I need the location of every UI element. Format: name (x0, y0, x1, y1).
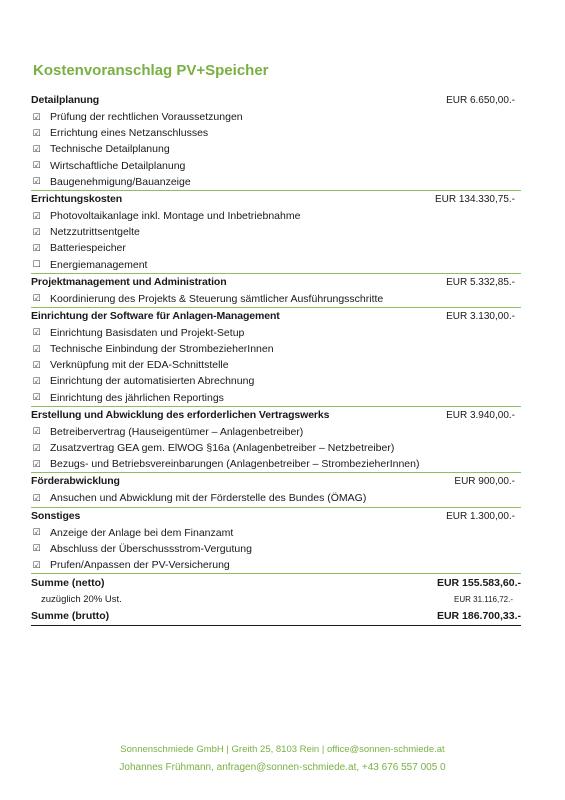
section-amount: EUR 134.330,75.- (434, 193, 515, 205)
checked-box-icon[interactable] (32, 244, 41, 253)
section-title: Errichtungskosten (31, 192, 123, 205)
checked-box-icon[interactable] (32, 561, 41, 570)
total-net-amount: EUR 155.583,60.- (436, 577, 521, 590)
checked-box-icon[interactable] (32, 427, 41, 436)
checked-box-icon[interactable] (32, 177, 41, 186)
line-item (31, 174, 521, 190)
line-item (31, 541, 521, 557)
line-item-label: Einrichtung Basisdaten und Projekt-Setup (50, 326, 245, 339)
section-amount: EUR 3.940,00.- (446, 409, 515, 421)
vat-label: zuzüglich 20% Ust. (41, 594, 122, 606)
total-gross-row (31, 608, 521, 626)
cost-section (31, 407, 521, 474)
line-item (31, 357, 521, 373)
line-item (31, 341, 521, 357)
cost-section (31, 191, 521, 274)
cost-section (31, 473, 521, 507)
total-net-label: Summe (netto) (31, 577, 105, 590)
line-item (31, 490, 521, 506)
line-item (31, 109, 521, 125)
line-item-label: Koordinierung des Projekts & Steuerung sämtlicher Ausführungsschritte (50, 292, 384, 305)
quote-document (31, 62, 521, 626)
checked-box-icon[interactable] (32, 145, 41, 154)
line-item (31, 158, 521, 174)
line-item (31, 208, 521, 224)
total-gross-amount: EUR 186.700,33.- (436, 610, 521, 623)
section-header (31, 274, 521, 291)
section-title: Sonstiges (31, 509, 81, 522)
line-item-label: Photovoltaikanlage inkl. Montage und Inbetriebnahme (50, 209, 301, 222)
checked-box-icon[interactable] (32, 129, 41, 138)
section-title: Projektmanagement und Administration (31, 275, 227, 288)
cost-section (31, 308, 521, 407)
checked-box-icon[interactable] (32, 494, 41, 503)
line-item-label: Einrichtung des jährlichen Reportings (50, 391, 224, 404)
footer-company-line: Sonnenschmiede GmbH | Greith 25, 8103 Rein | office@sonnen-schmiede.at (120, 744, 445, 755)
line-item-label: Baugenehmigung/Bauanzeige (50, 175, 191, 188)
section-header (31, 308, 521, 325)
section-amount: EUR 900,00.- (454, 476, 515, 488)
section-amount: EUR 3.130,00.- (446, 310, 515, 322)
section-header (31, 92, 521, 109)
section-amount: EUR 1.300,00.- (446, 510, 515, 522)
section-header (31, 407, 521, 424)
checked-box-icon[interactable] (32, 212, 41, 221)
checked-box-icon[interactable] (32, 113, 41, 122)
line-item-label: Prufen/Anpassen der PV-Versicherung (50, 558, 230, 571)
cost-section (31, 508, 521, 575)
line-item-label: Betreibervertrag (Hauseigentümer – Anlagenbetreiber) (50, 425, 304, 438)
line-item-label: Wirtschaftliche Detailplanung (50, 159, 186, 172)
section-amount: EUR 5.332,85.- (446, 276, 515, 288)
line-item (31, 440, 521, 456)
line-item (31, 125, 521, 141)
checked-box-icon[interactable] (32, 377, 41, 386)
line-item-label: Abschluss der Überschussstrom-Vergutung (50, 542, 252, 555)
checked-box-icon[interactable] (32, 528, 41, 537)
cost-sections (31, 92, 521, 574)
line-item (31, 257, 521, 273)
line-item-label: Verknüpfung mit der EDA-Schnittstelle (50, 359, 229, 372)
line-item-label: Batteriespeicher (50, 242, 126, 255)
line-item-label: Anzeige der Anlage bei dem Finanzamt (50, 526, 234, 539)
section-title: Einrichtung der Software für Anlagen-Management (31, 309, 280, 322)
document-title: Kostenvoranschlag PV+Speicher (33, 62, 269, 79)
line-item (31, 291, 521, 307)
section-title: Erstellung und Abwicklung des erforderlichen Vertragswerks (31, 408, 330, 421)
footer-contact-line: Johannes Frühmann, anfragen@sonnen-schmiede.at, +43 676 557 005 0 (119, 762, 446, 773)
checked-box-icon[interactable] (32, 544, 41, 553)
checked-box-icon[interactable] (32, 393, 41, 402)
total-net-row (31, 575, 521, 592)
cost-section (31, 274, 521, 308)
line-item (31, 390, 521, 406)
section-header (31, 473, 521, 490)
section-title: Förderabwicklung (31, 475, 120, 488)
line-item-label: Ansuchen und Abwicklung mit der Förderstelle des Bundes (ÖMAG) (50, 492, 367, 505)
line-item-label: Bezugs- und Betriebsvereinbarungen (Anlagenbetreiber – StrombezieherInnen) (50, 458, 420, 471)
line-item (31, 373, 521, 389)
checked-box-icon[interactable] (32, 161, 41, 170)
line-item-label: Errichtung eines Netzanschlusses (50, 127, 209, 140)
line-item-label: Einrichtung der automatisierten Abrechnung (50, 375, 255, 388)
line-item (31, 240, 521, 256)
cost-section (31, 92, 521, 191)
line-item (31, 224, 521, 240)
total-gross-label: Summe (brutto) (31, 610, 110, 623)
line-item (31, 424, 521, 440)
line-item-label: Prüfung der rechtlichen Voraussetzungen (50, 111, 243, 123)
section-amount: EUR 6.650,00.- (446, 95, 515, 106)
checked-box-icon[interactable] (32, 228, 41, 237)
line-item (31, 557, 521, 573)
section-header (31, 508, 521, 525)
line-item-label: Technische Einbindung der StrombezieherInnen (50, 343, 274, 356)
line-item (31, 456, 521, 472)
line-item-label: Netzzutrittsentgelte (50, 226, 140, 239)
vat-row (31, 592, 521, 608)
line-item-label: Technische Detailplanung (50, 143, 170, 156)
unchecked-box-icon[interactable] (32, 260, 41, 269)
line-item (31, 325, 521, 341)
checked-box-icon[interactable] (32, 345, 41, 354)
line-item (31, 141, 521, 157)
vat-amount: EUR 31.116,72.- (454, 595, 513, 605)
line-item (31, 525, 521, 541)
checked-box-icon[interactable] (32, 328, 41, 337)
checked-box-icon[interactable] (32, 444, 41, 453)
line-item-label: Energiemanagement (50, 258, 148, 271)
line-item-label: Zusatzvertrag GEA gem. ElWOG §16a (Anlagenbetreiber – Netzbetreiber) (50, 442, 395, 454)
checked-box-icon[interactable] (32, 294, 41, 303)
checked-box-icon[interactable] (32, 361, 41, 370)
section-header (31, 191, 521, 208)
section-title: Detailplanung (31, 94, 100, 106)
checked-box-icon[interactable] (32, 460, 41, 469)
